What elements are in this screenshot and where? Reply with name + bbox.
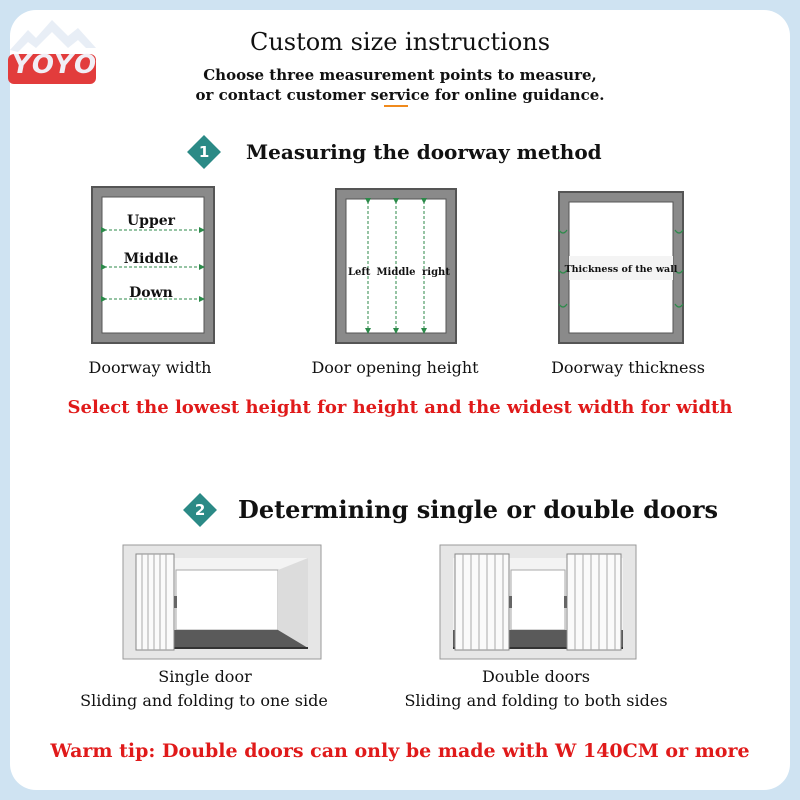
double-doors-diagram (439, 544, 637, 660)
single-door-title: Single door (158, 667, 252, 686)
left-label: Left (348, 267, 371, 278)
brand-logo-text: YOYO (12, 50, 99, 80)
warm-tip: Warm tip: Double doors can only be made with W 140CM or more (50, 740, 750, 762)
door-opening-height-diagram (334, 187, 458, 345)
upper-label: Upper (126, 213, 176, 229)
middle-label: Middle (123, 251, 179, 267)
measurement-note: Select the lowest height for height and the widest width for width (67, 397, 733, 418)
underline-accent (384, 105, 408, 107)
single-door-diagram (122, 544, 322, 660)
single-door-description: Sliding and folding to one side (80, 691, 328, 710)
page-title: Custom size instructions (249, 28, 551, 56)
section-2-heading (188, 495, 718, 524)
doorway-width-caption: Doorway width (88, 358, 212, 377)
section-1-title: Measuring the doorway method (246, 140, 602, 164)
section-1-heading (192, 140, 602, 164)
doorway-width-diagram (90, 185, 216, 345)
down-label: Down (129, 285, 173, 301)
subtitle-line-1: Choose three measurement points to measure, (203, 66, 597, 84)
double-doors-description: Sliding and folding to both sides (404, 691, 668, 710)
step-number-badge: 2 (183, 493, 217, 527)
step-number-badge: 1 (187, 135, 221, 169)
right-label: right (422, 267, 450, 278)
doorway-thickness-caption: Doorway thickness (551, 358, 705, 377)
double-doors-title: Double doors (481, 667, 591, 686)
wall-thickness-label: Thickness of the wall (564, 264, 678, 275)
section-2-title: Determining single or double doors (238, 495, 719, 524)
middle-label: Middle (376, 267, 416, 278)
door-opening-height-caption: Door opening height (311, 358, 479, 377)
doorway-thickness-diagram (557, 190, 685, 345)
subtitle-line-2: or contact customer service for online guidance. (195, 86, 605, 104)
